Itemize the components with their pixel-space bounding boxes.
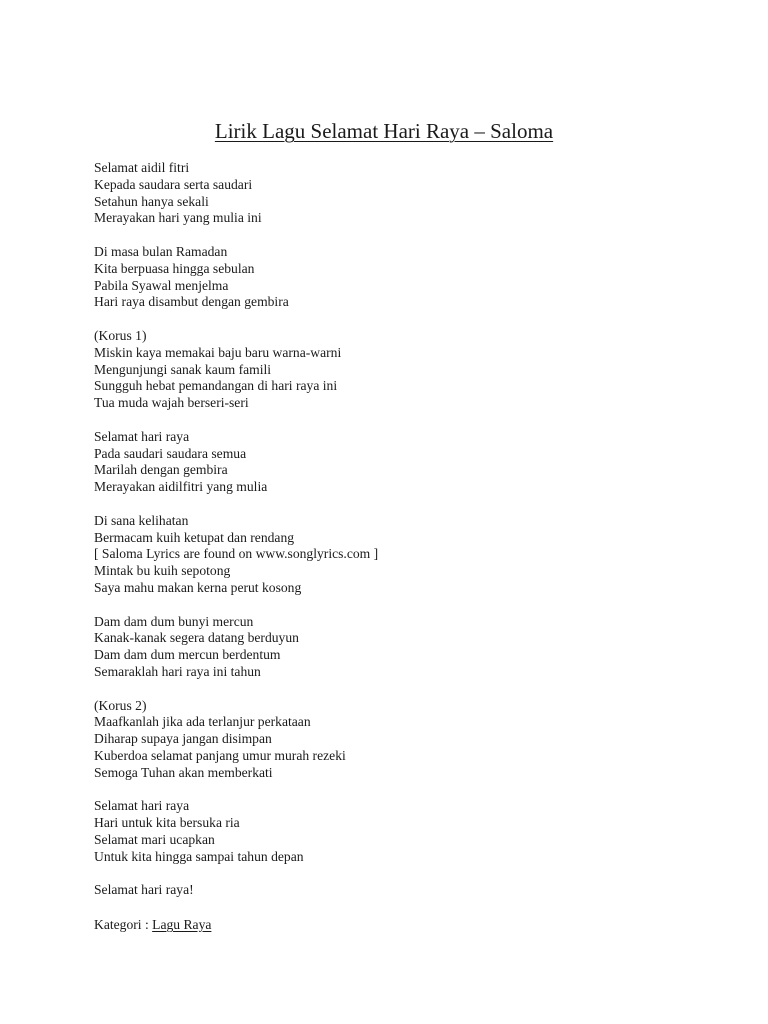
lyric-line: Di masa bulan Ramadan — [94, 243, 228, 259]
stanza — [94, 160, 714, 227]
lyric-line: Semoga Tuhan akan memberkati — [94, 764, 273, 780]
lyric-line: Kita berpuasa hingga sebulan — [94, 260, 255, 276]
lyric-line: Setahun hanya sekali — [94, 193, 209, 209]
lyric-line: Selamat aidil fitri — [94, 160, 190, 175]
page-title: Lirik Lagu Selamat Hari Raya – Saloma — [214, 119, 554, 143]
lyrics-body — [94, 160, 714, 916]
lyric-line: Merayakan hari yang mulia ini — [94, 210, 262, 226]
lyric-line: Kepada saudara serta saudari — [94, 176, 253, 192]
lyric-line: Maafkanlah jika ada terlanjur perkataan — [94, 714, 311, 730]
lyric-line: Selamat mari ucapkan — [94, 831, 215, 847]
category-link[interactable]: Lagu Raya — [152, 917, 212, 932]
lyric-line: Selamat hari raya — [94, 798, 190, 814]
stanza — [94, 328, 714, 412]
lyric-line: Tua muda wajah berseri-seri — [94, 395, 249, 411]
category-line — [94, 917, 211, 934]
lyric-line: Untuk kita hingga sampai tahun depan — [94, 848, 304, 864]
source-notice: [ Saloma Lyrics are found on www.songlyrics.com ] — [94, 546, 379, 562]
lyric-line: Saya mahu makan kerna perut kosong — [94, 579, 302, 595]
category-label: Kategori : — [94, 917, 153, 932]
lyric-line: Mengunjungi sanak kaum famili — [94, 361, 272, 377]
stanza — [94, 798, 714, 865]
stanza — [94, 244, 714, 311]
lyric-line: Selamat hari raya! — [94, 882, 194, 898]
lyric-line: Diharap supaya jangan disimpan — [94, 731, 272, 747]
stanza — [94, 513, 714, 597]
chorus-label: (Korus 1) — [94, 327, 147, 343]
lyric-line: Kanak-kanak segera datang berduyun — [94, 630, 299, 646]
chorus-label: (Korus 2) — [94, 697, 147, 713]
lyric-line: Miskin kaya memakai baju baru warna-warni — [94, 344, 342, 360]
stanza — [94, 429, 714, 496]
lyric-line: Mintak bu kuih sepotong — [94, 563, 231, 579]
lyric-line: Merayakan aidilfitri yang mulia — [94, 479, 268, 495]
lyric-line: Hari untuk kita bersuka ria — [94, 815, 240, 831]
stanza — [94, 698, 714, 782]
stanza — [94, 882, 714, 899]
lyric-line: Marilah dengan gembira — [94, 462, 228, 478]
lyric-line: Kuberdoa selamat panjang umur murah rezeki — [94, 747, 346, 763]
lyric-line: Hari raya disambut dengan gembira — [94, 294, 289, 310]
lyric-line: Semaraklah hari raya ini tahun — [94, 663, 261, 679]
lyric-line: Pada saudari saudara semua — [94, 445, 247, 461]
lyric-line: Dam dam dum mercun berdentum — [94, 647, 281, 663]
lyric-line: Bermacam kuih ketupat dan rendang — [94, 529, 295, 545]
lyric-line: Di sana kelihatan — [94, 512, 189, 528]
lyric-line: Sungguh hebat pemandangan di hari raya ini — [94, 378, 338, 394]
lyric-line: Dam dam dum bunyi mercun — [94, 613, 254, 629]
lyric-line: Pabila Syawal menjelma — [94, 277, 229, 293]
stanza — [94, 614, 714, 681]
lyric-line: Selamat hari raya — [94, 428, 190, 444]
